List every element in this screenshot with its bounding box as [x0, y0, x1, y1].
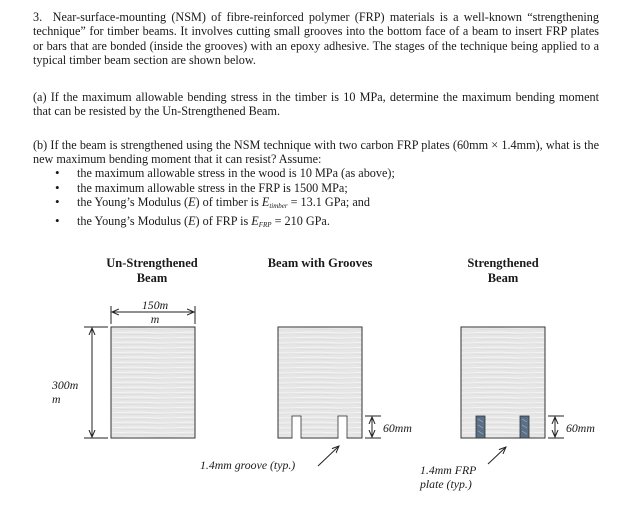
assumption-item: • the maximum allowable stress in the wood is 10 MPa (as above);: [52, 166, 395, 181]
plate-depth-label: 60mm: [566, 421, 595, 435]
assumption-item: • the Young’s Modulus (E) of FRP is $E_{FRP} = 210$ GPa.: [52, 214, 395, 233]
assumption-item: • the maximum allowable stress in the FRP is 1500 MPa;: [52, 181, 395, 196]
part-b-paragraph: (b) If the beam is strengthened using the NSM technique with two carbon FRP plates (60mm × 1.4mm), what is the new maximum bending moment that it can resist? Assume:: [33, 138, 599, 167]
intro-text: Near-surface-mounting (NSM) of fibre-reinforced polymer (FRP) materials is a well-known “strengthening technique” for timber beams. It involves cutting small grooves into the bottom face of a beam to insert FRP plates or bars that are bonded (inside the grooves) with an epoxy adhesive. The stages of the technique being applied to a typical timber beam section are shown below.: [33, 10, 599, 68]
frp-plate-left: [476, 416, 485, 438]
part-a-paragraph: (a) If the maximum allowable bending stress in the timber is 10 MPa, determine the maximum bending moment that can be resisted by the Un-Strengthened Beam.: [33, 90, 599, 119]
grooves-title: Beam with Grooves: [267, 256, 373, 270]
groove-note: 1.4mm groove (typ.): [200, 458, 296, 472]
width-dimension-label: 150m m: [141, 298, 169, 326]
grooved-beam: [278, 327, 362, 438]
unstrengthened-beam: [111, 327, 195, 438]
groove-depth-label: 60mm: [383, 421, 412, 435]
groove-right: [338, 416, 347, 438]
assumption-item: • the Young’s Modulus (E) of timber is $E_{timber} = 13.1$ GPa; and: [52, 195, 395, 214]
plate-note: 1.4mm FRP plate (typ.): [420, 463, 477, 491]
question-number: 3.: [33, 10, 43, 24]
height-dimension-label: 300m m: [52, 378, 79, 406]
plate-leader: [488, 447, 506, 464]
unstrengthened-title: Un-Strengthened Beam: [106, 256, 198, 285]
strengthened-beam: [461, 327, 545, 438]
strengthened-title: Strengthened Beam: [467, 256, 539, 285]
groove-left: [292, 416, 301, 438]
frp-plate-right: [520, 416, 529, 438]
